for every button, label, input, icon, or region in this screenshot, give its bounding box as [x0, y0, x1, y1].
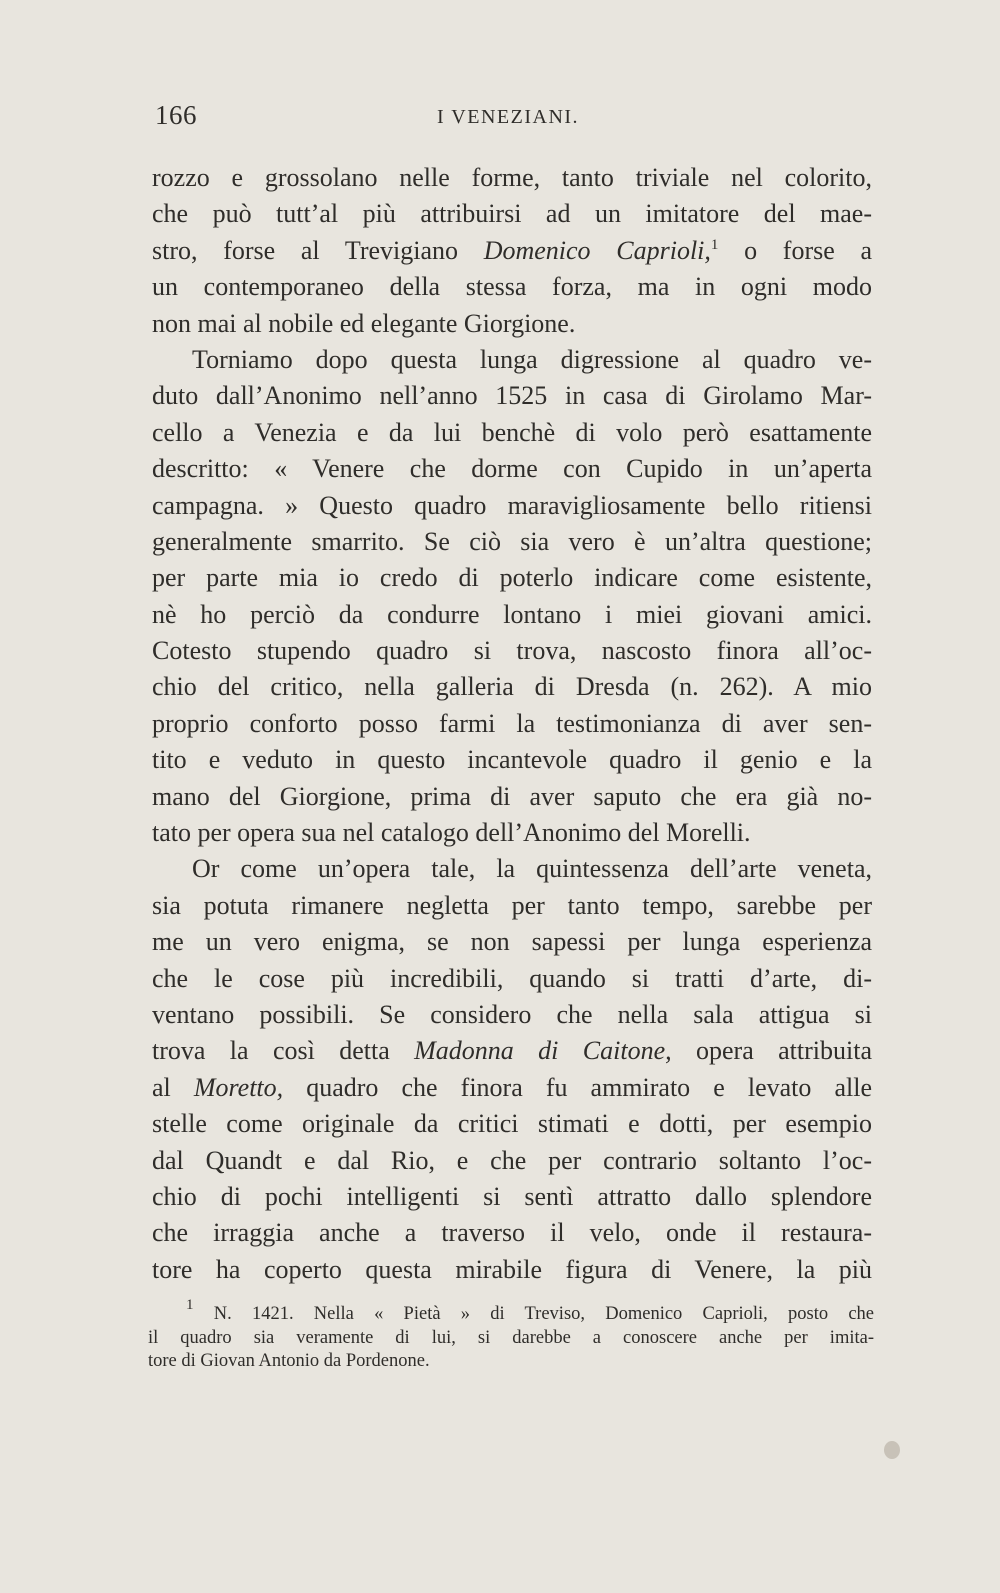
footnote-marker: 1 — [186, 1297, 194, 1313]
text-line — [152, 1033, 872, 1069]
footnote-line — [148, 1297, 874, 1327]
text-line: tito e veduto in questo incantevole quadro il genio e la — [152, 745, 872, 775]
text-fragment: o forse a — [718, 235, 872, 265]
text-line: per parte mia io credo di poterlo indicare come esistente, — [152, 563, 872, 593]
text-line: sia potuta rimanere negletta per tanto tempo, sarebbe per — [152, 890, 872, 920]
page-number: 166 — [155, 100, 197, 130]
text-line: proprio conforto posso farmi la testimonianza di aver sen- — [152, 708, 872, 738]
text-line: Torniamo dopo questa lunga digressione al quadro ve- — [192, 344, 872, 374]
text-line: mano del Giorgione, prima di aver saputo che era già no- — [152, 781, 872, 811]
page-header — [155, 100, 875, 140]
text-line: Cotesto stupendo quadro si trova, nascosto finora all’oc- — [152, 636, 872, 666]
italic-name: Moretto, — [193, 1072, 284, 1102]
text-line: descritto: « Venere che dorme con Cupido in un’aperta — [152, 454, 872, 484]
footnote-line: il quadro sia veramente di lui, si darebbe a conoscere anche per imita- — [148, 1327, 874, 1348]
text-fragment: opera attribuita — [671, 1036, 872, 1066]
text-line: che le cose più incredibili, quando si tratti d’arte, di- — [152, 963, 872, 993]
text-fragment: al — [152, 1072, 194, 1102]
text-line: Or come un’opera tale, la quintessenza dell’arte veneta, — [192, 854, 872, 884]
text-line: un contemporaneo della stessa forza, ma in ogni modo — [152, 272, 872, 302]
body-text — [152, 160, 872, 1288]
text-line: tore ha coperto questa mirabile figura di Venere, la più — [152, 1254, 872, 1284]
text-line: che irraggia anche a traverso il velo, onde il restaura- — [152, 1218, 872, 1248]
text-line: chio di pochi intelligenti si sentì attratto dallo splendore — [152, 1181, 872, 1211]
text-line: duto dall’Anonimo nell’anno 1525 in casa di Girolamo Mar- — [152, 381, 872, 411]
text-line: rozzo e grossolano nelle forme, tanto triviale nel colorito, — [152, 163, 872, 192]
text-line: non mai al nobile ed elegante Giorgione. — [152, 308, 576, 338]
text-line: che può tutt’al più attribuirsi ad un imitatore del mae- — [152, 199, 872, 229]
text-fragment: trova la così detta — [152, 1036, 415, 1066]
text-line: nè ho perciò da condurre lontano i miei giovani amici. — [152, 599, 872, 629]
text-line: stelle come originale da critici stimati e dotti, per esempio — [152, 1109, 872, 1139]
italic-title: Madonna di Caitone, — [414, 1036, 672, 1066]
text-fragment: stro, forse al Trevigiano — [152, 235, 484, 265]
footnote-text: N. 1421. Nella « Pietà » di Treviso, Domenico Caprioli, posto che — [213, 1304, 874, 1324]
text-line: cello a Venezia e da lui benchè di volo però esattamente — [152, 417, 872, 447]
text-fragment: quadro che finora fu ammirato e levato alle — [283, 1072, 872, 1102]
italic-name: Domenico Caprioli, — [483, 235, 711, 265]
text-line — [152, 233, 872, 269]
text-line: ventano possibili. Se considero che nella sala attigua si — [152, 999, 872, 1029]
text-line: generalmente smarrito. Se ciò sia vero è un’altra questione; — [152, 526, 872, 556]
footnote-line: tore di Giovan Antonio da Pordenone. — [148, 1351, 430, 1371]
text-line: me un vero enigma, se non sapessi per lunga esperienza — [152, 927, 872, 957]
text-line: campagna. » Questo quadro maravigliosamente bello ritiensi — [152, 490, 872, 520]
text-line: tato per opera sua nel catalogo dell’Anonimo del Morelli. — [152, 818, 751, 848]
running-head: I VENEZIANI. — [437, 106, 580, 128]
paper-stain — [884, 1441, 900, 1459]
footnote-reference[interactable]: 1 — [710, 236, 719, 253]
text-line — [152, 1070, 872, 1106]
text-line: dal Quandt e dal Rio, e che per contrario soltanto l’oc- — [152, 1145, 872, 1175]
text-line: chio del critico, nella galleria di Dresda (n. 262). A mio — [152, 672, 872, 702]
footnote — [148, 1297, 874, 1374]
